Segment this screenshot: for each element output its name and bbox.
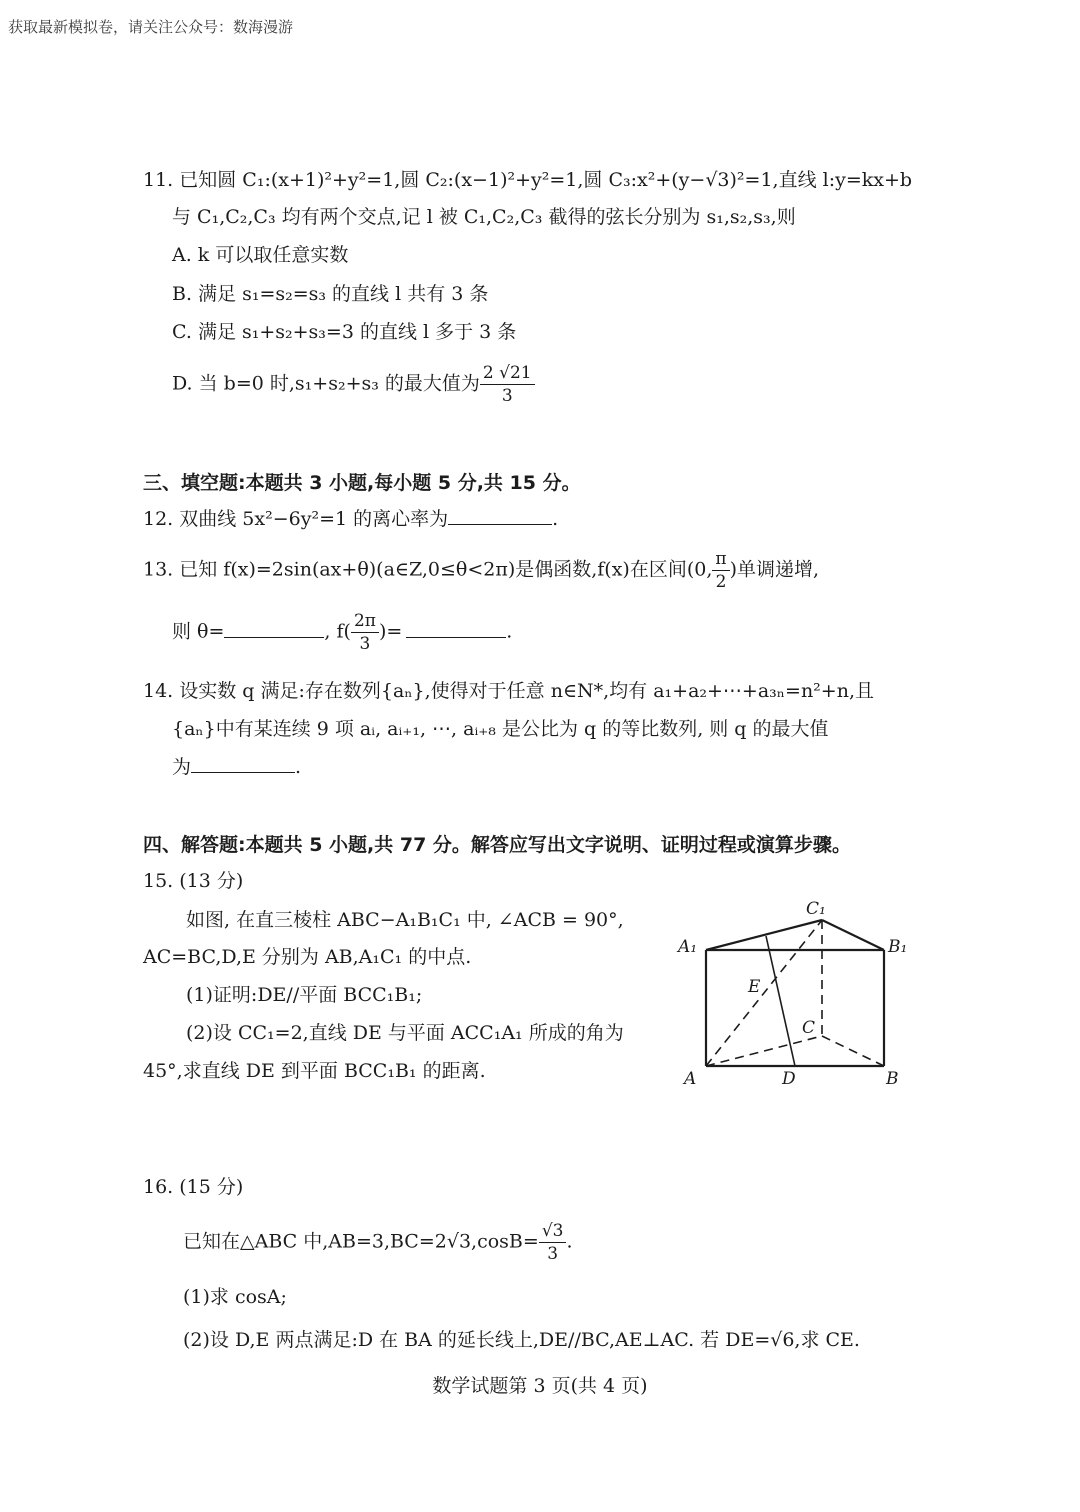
edge-a-c-hidden xyxy=(706,1036,822,1066)
q11-option-d-fraction xyxy=(480,362,535,407)
q13-f-label: , f( xyxy=(324,620,351,643)
label-d: D xyxy=(782,1069,796,1089)
label-a1: A₁ xyxy=(678,937,698,957)
q11-line2: 与 C₁,C₂,C₃ 均有两个交点,记 l 被 C₁,C₂,C₃ 截得的弦长分别为 s₁,s₂,s₃,则 xyxy=(172,206,796,228)
q11-option-d xyxy=(172,362,535,407)
q14-answer-blank[interactable] xyxy=(191,754,295,773)
edge-a1-c1 xyxy=(706,920,822,950)
q13-f-blank[interactable] xyxy=(406,619,506,638)
label-b1: B₁ xyxy=(888,937,908,957)
label-e: E xyxy=(748,977,761,997)
q14-text: 为 xyxy=(172,756,192,778)
header-note: 获取最新模拟卷，请关注公众号：数海漫游 xyxy=(8,18,294,36)
label-c1: C₁ xyxy=(806,899,826,919)
fraction-numerator: 2 √21 xyxy=(480,362,535,385)
q13-text: 13. 已知 f(x)=2sin(ax+θ)(a∈Z,0≤θ<2π)是偶函数,f(x)在区间(0, xyxy=(143,558,713,581)
fraction-numerator: √3 xyxy=(539,1220,567,1243)
fraction-numerator: 2π xyxy=(351,610,379,633)
q15-line1: 如图, 在直三棱柱 ABC−A₁B₁C₁ 中, ∠ACB = 90°, xyxy=(186,909,624,931)
q12-text: 12. 双曲线 5x²−6y²=1 的离心率为 xyxy=(143,508,449,530)
fraction-denominator: 3 xyxy=(359,634,371,654)
fraction-numerator: π xyxy=(712,548,729,571)
q11-line1: 11. 已知圆 C₁:(x+1)²+y²=1,圆 C₂:(x−1)²+y²=1,圆 C₃:x²+(y−√3)²=1,直线 l:y=kx+b xyxy=(143,169,913,191)
q11-option-c: C. 满足 s₁+s₂+s₃=3 的直线 l 多于 3 条 xyxy=(172,321,517,343)
q13-fraction xyxy=(712,548,729,593)
prism-figure xyxy=(670,890,930,1100)
q15-heading: 15. (13 分) xyxy=(143,870,244,892)
q16-line3: (2)设 D,E 两点满足:D 在 BA 的延长线上,DE//BC,AE⊥AC. 若 DE=√6,求 CE. xyxy=(183,1329,860,1351)
q12 xyxy=(143,506,558,532)
q12-end: . xyxy=(552,508,559,530)
q13-theta-label: 则 θ= xyxy=(172,620,225,643)
q13-f-close: )= xyxy=(378,620,403,643)
q13-fraction-2 xyxy=(351,610,379,655)
q15-line3: (1)证明:DE//平面 BCC₁B₁; xyxy=(186,984,423,1006)
q15-line5: 45°,求直线 DE 到平面 BCC₁B₁ 的距离. xyxy=(143,1060,486,1082)
q15-line4: (2)设 CC₁=2,直线 DE 与平面 ACC₁A₁ 所成的角为 xyxy=(186,1022,624,1044)
label-a: A xyxy=(684,1069,697,1089)
q16-end: . xyxy=(566,1230,573,1253)
q14-line3 xyxy=(172,754,301,780)
q13-end: . xyxy=(506,620,513,643)
q14-end: . xyxy=(295,756,302,778)
q13-line1 xyxy=(143,548,819,593)
fraction-denominator: 2 xyxy=(715,572,727,592)
page-footer: 数学试题第 3 页(共 4 页) xyxy=(432,1375,648,1397)
q14-line2: {aₙ}中有某连续 9 项 aᵢ, aᵢ₊₁, ⋯, aᵢ₊₈ 是公比为 q 的等比数列, 则 q 的最大值 xyxy=(172,718,829,740)
fraction-denominator: 3 xyxy=(501,386,513,406)
diagonal-a-c1-hidden xyxy=(706,920,822,1066)
q11-option-a: A. k 可以取任意实数 xyxy=(172,244,349,266)
q11-option-b: B. 满足 s₁=s₂=s₃ 的直线 l 共有 3 条 xyxy=(172,283,489,305)
q11-option-d-text: D. 当 b=0 时,s₁+s₂+s₃ 的最大值为 xyxy=(172,372,480,395)
q16-heading: 16. (15 分) xyxy=(143,1176,244,1198)
section-4-title: 四、解答题:本题共 5 小题,共 77 分。解答应写出文字说明、证明过程或演算步骤。 xyxy=(143,834,851,856)
q15-line2: AC=BC,D,E 分别为 AB,A₁C₁ 的中点. xyxy=(143,946,472,968)
q16-fraction xyxy=(539,1220,567,1265)
q16-text: 已知在△ABC 中,AB=3,BC=2√3,cosB= xyxy=(183,1230,539,1253)
section-3-title: 三、填空题:本题共 3 小题,每小题 5 分,共 15 分。 xyxy=(143,472,581,494)
label-c: C xyxy=(802,1018,816,1038)
edge-c-b-hidden xyxy=(822,1036,884,1066)
q13-line2 xyxy=(172,610,512,655)
q13-text-post: )单调递增, xyxy=(729,558,820,581)
q16-line2: (1)求 cosA; xyxy=(183,1286,287,1308)
q12-answer-blank[interactable] xyxy=(448,506,552,525)
edge-c1-b1 xyxy=(822,920,884,950)
q16-line1 xyxy=(183,1220,573,1265)
q13-theta-blank[interactable] xyxy=(224,619,324,638)
q14-line1: 14. 设实数 q 满足:存在数列{aₙ},使得对于任意 n∈N*,均有 a₁+a₂+⋯+a₃ₙ=n²+n,且 xyxy=(143,680,874,702)
label-b: B xyxy=(886,1069,899,1089)
fraction-denominator: 3 xyxy=(547,1244,559,1264)
